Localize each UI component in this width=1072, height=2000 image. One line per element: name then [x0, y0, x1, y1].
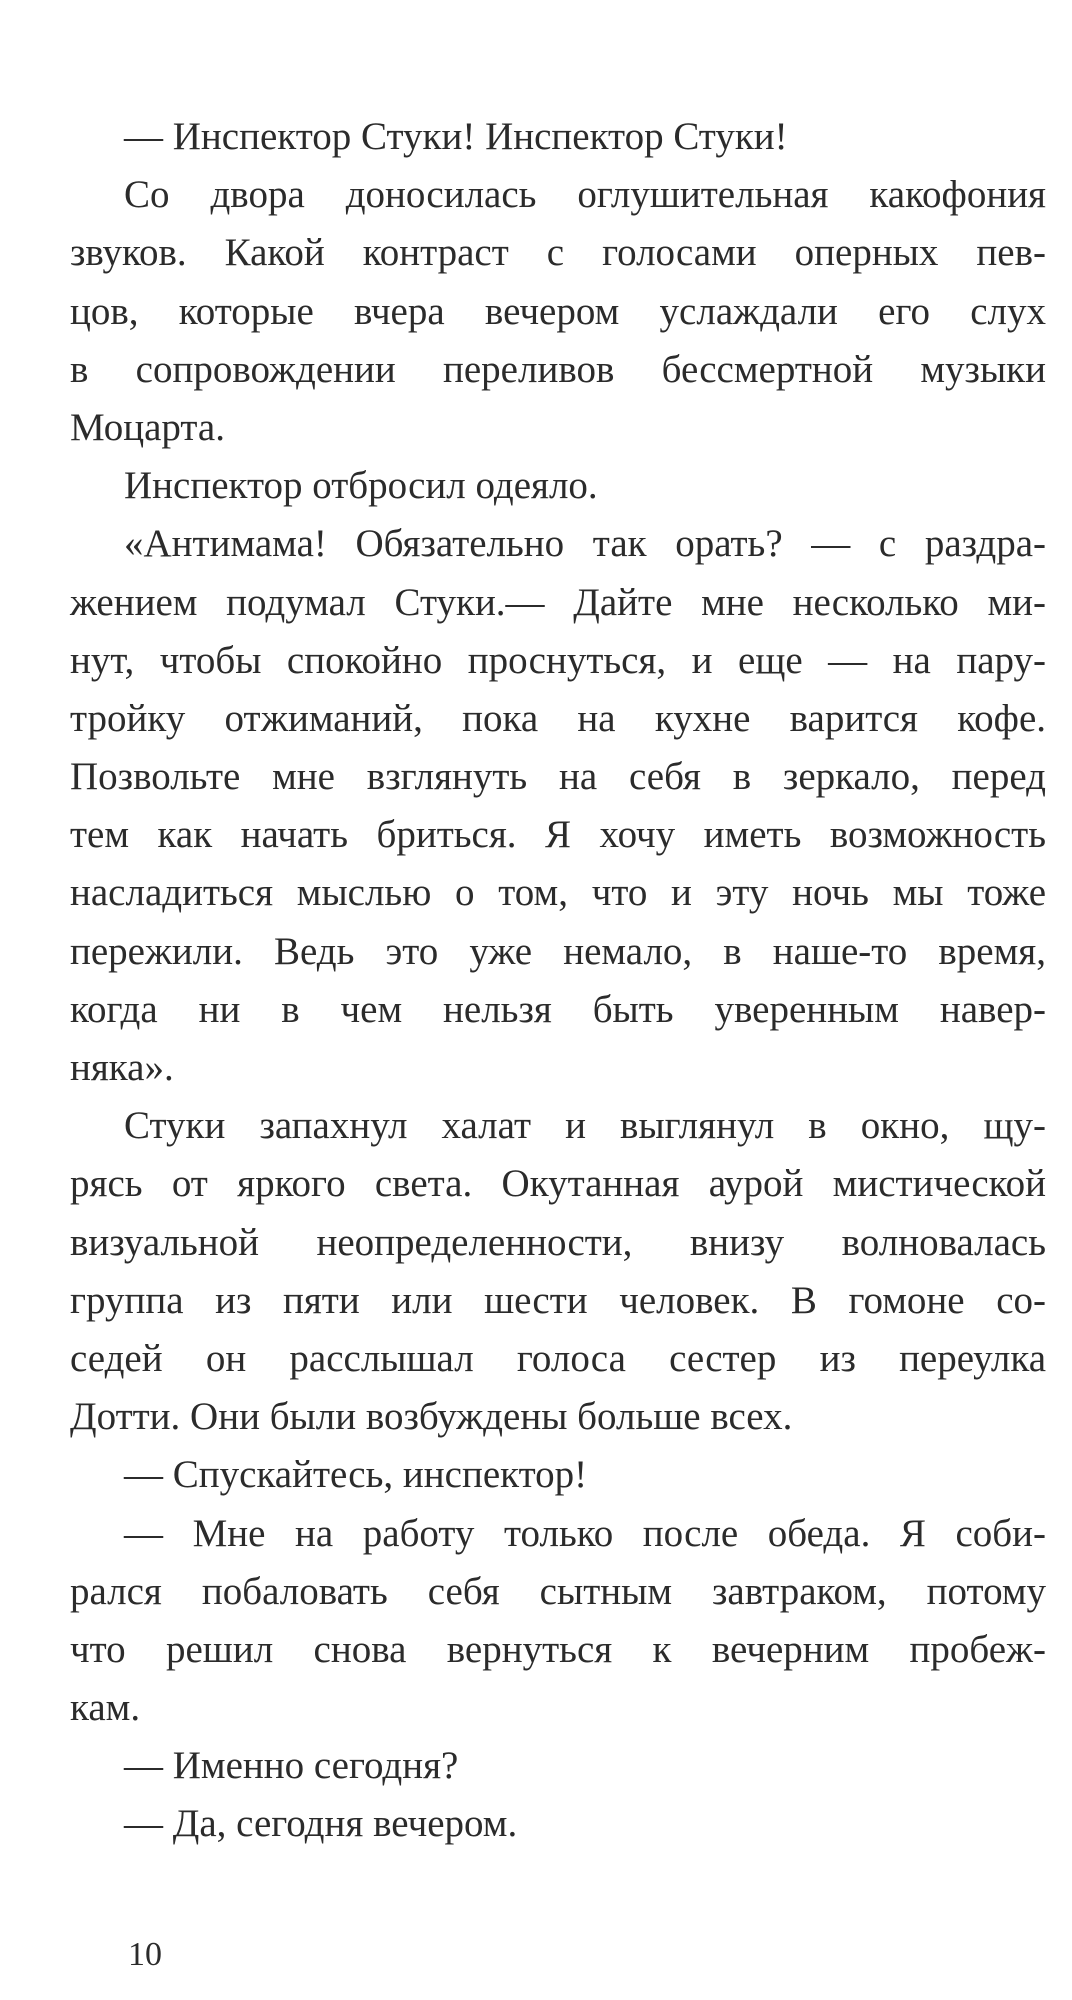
text-line: кам. — [70, 1686, 141, 1730]
text-line: звуков. Какой контраст с голосами оперных пев- — [70, 231, 1046, 275]
text-line: рясь от яркого света. Окутанная аурой мистической — [70, 1162, 1046, 1206]
page-number: 10 — [128, 1936, 162, 1973]
text-line: Инспектор отбросил одеяло. — [124, 464, 598, 508]
text-line: тройку отжиманий, пока на кухне варится кофе. — [70, 696, 1046, 740]
text-line: Стуки запахнул халат и выглянул в окно, щу- — [124, 1104, 1046, 1148]
text-line: Моцарта. — [70, 405, 225, 449]
text-line: — Именно сегодня? — [124, 1744, 459, 1788]
text-line: «Антимама! Обязательно так орать? — с раздра- — [124, 522, 1046, 566]
text-line: что решил снова вернуться к вечерним пробеж- — [70, 1627, 1046, 1671]
body-text — [70, 108, 1046, 1854]
text-line: — Спускайтесь, инспектор! — [124, 1453, 588, 1497]
text-line: когда ни в чем нельзя быть уверенным навер- — [70, 987, 1046, 1031]
text-line: насладиться мыслью о том, что и эту ночь мы тоже — [70, 871, 1046, 915]
text-line: жением подумал Стуки.— Дайте мне несколько ми- — [70, 580, 1046, 624]
text-line: седей он расслышал голоса сестер из переулка — [70, 1336, 1046, 1380]
text-line: — Инспектор Стуки! Инспектор Стуки! — [124, 115, 788, 158]
text-line: — Мне на работу только после обеда. Я соби- — [124, 1511, 1046, 1555]
text-line: няка». — [70, 1046, 174, 1089]
text-line: Со двора доносилась оглушительная какофония — [124, 173, 1046, 217]
text-line: группа из пяти или шести человек. В гомоне со- — [70, 1278, 1046, 1322]
text-line: тем как начать бриться. Я хочу иметь возможность — [70, 813, 1046, 857]
text-line: в сопровождении переливов бессмертной музыки — [70, 347, 1046, 391]
text-line: цов, которые вчера вечером услаждали его слух — [70, 289, 1046, 333]
text-line: визуальной неопределенности, внизу волновалась — [70, 1220, 1046, 1264]
text-line: — Да, сегодня вечером. — [124, 1802, 518, 1846]
text-line: пережили. Ведь это уже немало, в наше-то время, — [70, 929, 1046, 973]
text-line: рался побаловать себя сытным завтраком, потому — [70, 1569, 1046, 1613]
text-line: Позвольте мне взглянуть на себя в зеркало, перед — [70, 755, 1046, 799]
text-line: Дотти. Они были возбуждены больше всех. — [70, 1395, 793, 1439]
text-line: нут, чтобы спокойно проснуться, и еще — на пару- — [70, 638, 1046, 682]
